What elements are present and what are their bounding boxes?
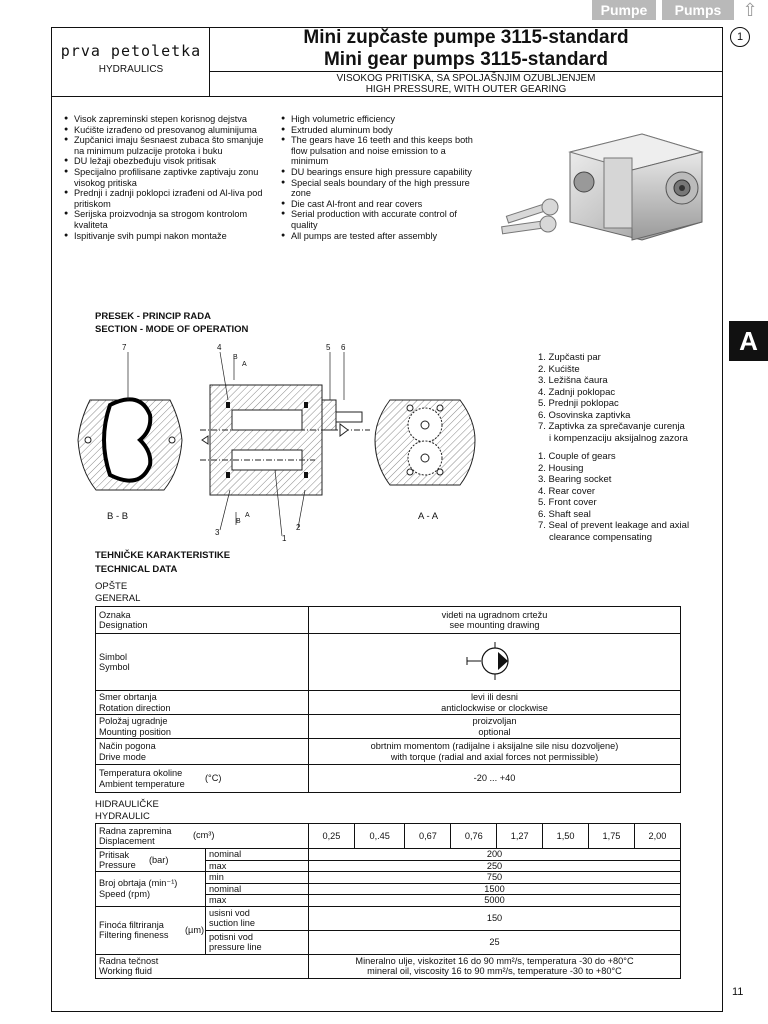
displacement-cell: 1,27	[497, 824, 543, 849]
hydraulic-data-table	[95, 823, 681, 979]
row-label: Pritisak Pressure (bar)	[96, 849, 206, 872]
table-row	[96, 872, 681, 884]
header-divider	[51, 96, 723, 97]
row-label: Radna zapremina Displacement (cm³)	[96, 824, 309, 849]
features-list-en	[281, 114, 481, 241]
tab-pumps[interactable]: Pumps	[662, 0, 734, 20]
view-longitudinal	[200, 385, 370, 495]
legend-item: 3. Bearing socket	[538, 474, 612, 485]
legend-item: 1. Couple of gears	[538, 451, 616, 462]
feature-item: ● Die cast Al-front and rear covers	[281, 199, 481, 210]
table-row	[96, 634, 681, 691]
logo-box	[52, 28, 210, 96]
page-number: 11	[732, 986, 744, 998]
row-label: Finoća filtriranja Filtering fineness (µm)	[96, 906, 206, 954]
displacement-cell: 1,75	[589, 824, 635, 849]
logo-subtitle: HYDRAULICS	[98, 64, 164, 75]
subtitle-en: HIGH PRESSURE, WITH OUTER GEARING	[365, 84, 567, 95]
displacement-cell: 0,25	[309, 824, 355, 849]
up-arrow-icon[interactable]: ⇧	[742, 0, 758, 20]
section-mark-b-top: B	[233, 354, 238, 361]
view-label-bb: B - B	[107, 511, 129, 522]
row-value: videti na ugradnom crtežu see mounting drawing	[309, 607, 681, 634]
page-title-sr: Mini zupčaste pumpe 3115-standard	[303, 27, 629, 48]
hydraulic-heading-en: HYDRAULIC	[95, 811, 150, 822]
pump-photo	[492, 112, 717, 272]
row-value: 150	[309, 906, 681, 930]
displacement-cell: 1,50	[543, 824, 589, 849]
row-label: Način pogona Drive mode	[96, 739, 309, 765]
legend-item: 4. Rear cover	[538, 485, 596, 497]
section-mark-a-bottom: A	[245, 512, 250, 519]
row-value: obrtnim momentom (radijalne i aksijalne sile nisu dozvoljene) with torque (radial and axial forces not permissible)	[309, 739, 681, 765]
row-value	[309, 634, 681, 691]
view-bb	[78, 399, 182, 490]
displacement-cell: 2,00	[634, 824, 680, 849]
table-row	[96, 691, 681, 715]
feature-item: ● Kućište izrađeno od presovanog aluminijuma	[64, 125, 269, 136]
legend-item: clearance compensating	[549, 531, 652, 543]
sub-label: max	[206, 860, 309, 872]
general-heading-sr: OPŠTE	[95, 581, 128, 592]
legend-item: 6. Osovinska zaptivka	[538, 409, 631, 421]
table-row	[96, 715, 681, 739]
table-row	[96, 765, 681, 793]
legend-item: 1. Zupčasti par	[538, 352, 601, 363]
legend-item: 6. Shaft seal	[538, 508, 591, 520]
legend-item: 7. Zaptivka za sprečavanje curenja	[538, 421, 685, 432]
view-aa	[375, 400, 475, 485]
row-value: -20 ... +40	[309, 765, 681, 793]
row-value: 250	[309, 860, 681, 872]
row-value: Mineralno ulje, viskozitet 16 do 90 mm²/s, temperatura -30 do +80°C mineral oil, viscosity 16 to 90 mm²/s, temperature -30 to +80°C	[309, 954, 681, 978]
section-tab[interactable]: A	[729, 321, 768, 361]
row-label: Oznaka Designation	[96, 607, 309, 634]
row-label: Simbol Symbol	[96, 634, 309, 691]
feature-item: ● DU bearings ensure high pressure capability	[281, 167, 481, 178]
table-row	[96, 607, 681, 634]
legend-item: 5. Front cover	[538, 497, 597, 508]
feature-item: ● Extruded aluminum body	[281, 125, 481, 136]
row-value: 200	[309, 849, 681, 861]
feature-item: ● High volumetric efficiency	[281, 114, 481, 125]
row-label: Temperatura okoline Ambient temperature (°C)	[96, 765, 309, 793]
features-list-sr	[64, 114, 269, 241]
row-value: proizvoljan optional	[309, 715, 681, 739]
feature-item: ● Prednji i zadnji poklopci izrađeni od Al-liva pod pritiskom	[64, 188, 269, 209]
section-mark-b-bottom: B	[236, 518, 241, 525]
sub-label: max	[206, 895, 309, 907]
feature-item: ● The gears have 16 teeth and this keeps both flow pulsation and noise emission to a minimum	[281, 135, 481, 167]
row-label: Smer obrtanja Rotation direction	[96, 691, 309, 715]
table-row	[96, 954, 681, 978]
row-value: 25	[309, 930, 681, 954]
row-value: 1500	[309, 883, 681, 895]
displacement-cell: 0,67	[405, 824, 451, 849]
sub-label: nominal	[206, 883, 309, 895]
sub-label: min	[206, 872, 309, 884]
subtitle-divider	[210, 71, 722, 72]
page-title-en: Mini gear pumps 3115-standard	[323, 49, 609, 70]
feature-item: ● All pumps are tested after assembly	[281, 231, 481, 242]
view-label-aa: A - A	[418, 511, 439, 522]
hydraulic-heading-sr: HIDRAULIČKE	[95, 799, 159, 810]
table-row	[96, 824, 681, 849]
tech-title-sr: TEHNIČKE KARAKTERISTIKE	[95, 550, 231, 561]
tech-title-en: TECHNICAL DATA	[95, 564, 178, 575]
parts-legend-en	[538, 451, 718, 543]
callout-2: 2	[296, 523, 301, 532]
table-row	[96, 739, 681, 765]
sub-label: usisni vod suction line	[206, 906, 309, 930]
feature-item: ● Visok zapreminski stepen korisnog dejstva	[64, 114, 269, 125]
general-heading-en: GENERAL	[95, 593, 141, 604]
general-data-table	[95, 606, 681, 793]
callout-7: 7	[122, 343, 127, 352]
table-row	[96, 849, 681, 861]
row-label: Položaj ugradnje Mounting position	[96, 715, 309, 739]
feature-item: ● Serijska proizvodnja sa strogom kontrolom kvaliteta	[64, 209, 269, 230]
table-row	[96, 906, 681, 930]
row-label: Broj obrtaja (min⁻¹) Speed (rpm)	[96, 872, 206, 907]
section-drawing	[60, 340, 530, 540]
displacement-cell: 0,76	[451, 824, 497, 849]
legend-item: 2. Housing	[538, 462, 584, 474]
item-number-badge: 1	[730, 27, 750, 47]
section-title-sr: PRESEK - PRINCIP RADA	[95, 311, 211, 322]
company-logo: prva petoletka	[60, 42, 202, 60]
section-mark-a-top: A	[242, 361, 247, 368]
displacement-cell: 0,.45	[354, 824, 405, 849]
feature-item: ● Specijalno profilisane zaptivke zaptivaju zonu visokog pritiska	[64, 167, 269, 188]
sub-label: nominal	[206, 849, 309, 861]
row-value: 5000	[309, 895, 681, 907]
callout-1: 1	[282, 534, 287, 543]
legend-item: 2. Kućište	[538, 363, 580, 375]
legend-item: 7. Seal of prevent leakage and axial	[538, 520, 690, 531]
legend-item: i kompenzaciju aksijalnog zazora	[549, 432, 688, 444]
section-title-en: SECTION - MODE OF OPERATION	[95, 324, 249, 335]
callout-6: 6	[341, 343, 346, 352]
legend-item: 5. Prednji poklopac	[538, 398, 619, 409]
row-label: Radna tečnost Working fluid	[96, 954, 309, 978]
hydraulic-pump-symbol	[465, 641, 525, 681]
feature-item: ● Ispitivanje svih pumpi nakon montaže	[64, 231, 269, 242]
callout-3: 3	[215, 528, 220, 537]
row-value: 750	[309, 872, 681, 884]
feature-item: ● Serial production with accurate control of quality	[281, 209, 481, 230]
callout-5: 5	[326, 343, 331, 352]
legend-item: 3. Ležišna čaura	[538, 375, 608, 386]
feature-item: ● Special seals boundary of the high pressure zone	[281, 178, 481, 199]
sub-label: potisni vod pressure line	[206, 930, 309, 954]
callout-4: 4	[217, 343, 222, 352]
parts-legend-sr	[538, 352, 718, 444]
tab-pumpe[interactable]: Pumpe	[592, 0, 656, 20]
feature-item: ● Zupčanici imaju šesnaest zubaca što smanjuje na minimum pulzacije protoka i buku	[64, 135, 269, 156]
feature-item: ● DU ležaji obezbeđuju visok pritisak	[64, 156, 269, 167]
legend-item: 4. Zadnji poklopac	[538, 386, 616, 398]
row-value: levi ili desni anticlockwise or clockwise	[309, 691, 681, 715]
subtitle-sr: VISOKOG PRITISKA, SA SPOLJAŠNJIM OZUBLJENJEM	[336, 73, 596, 84]
